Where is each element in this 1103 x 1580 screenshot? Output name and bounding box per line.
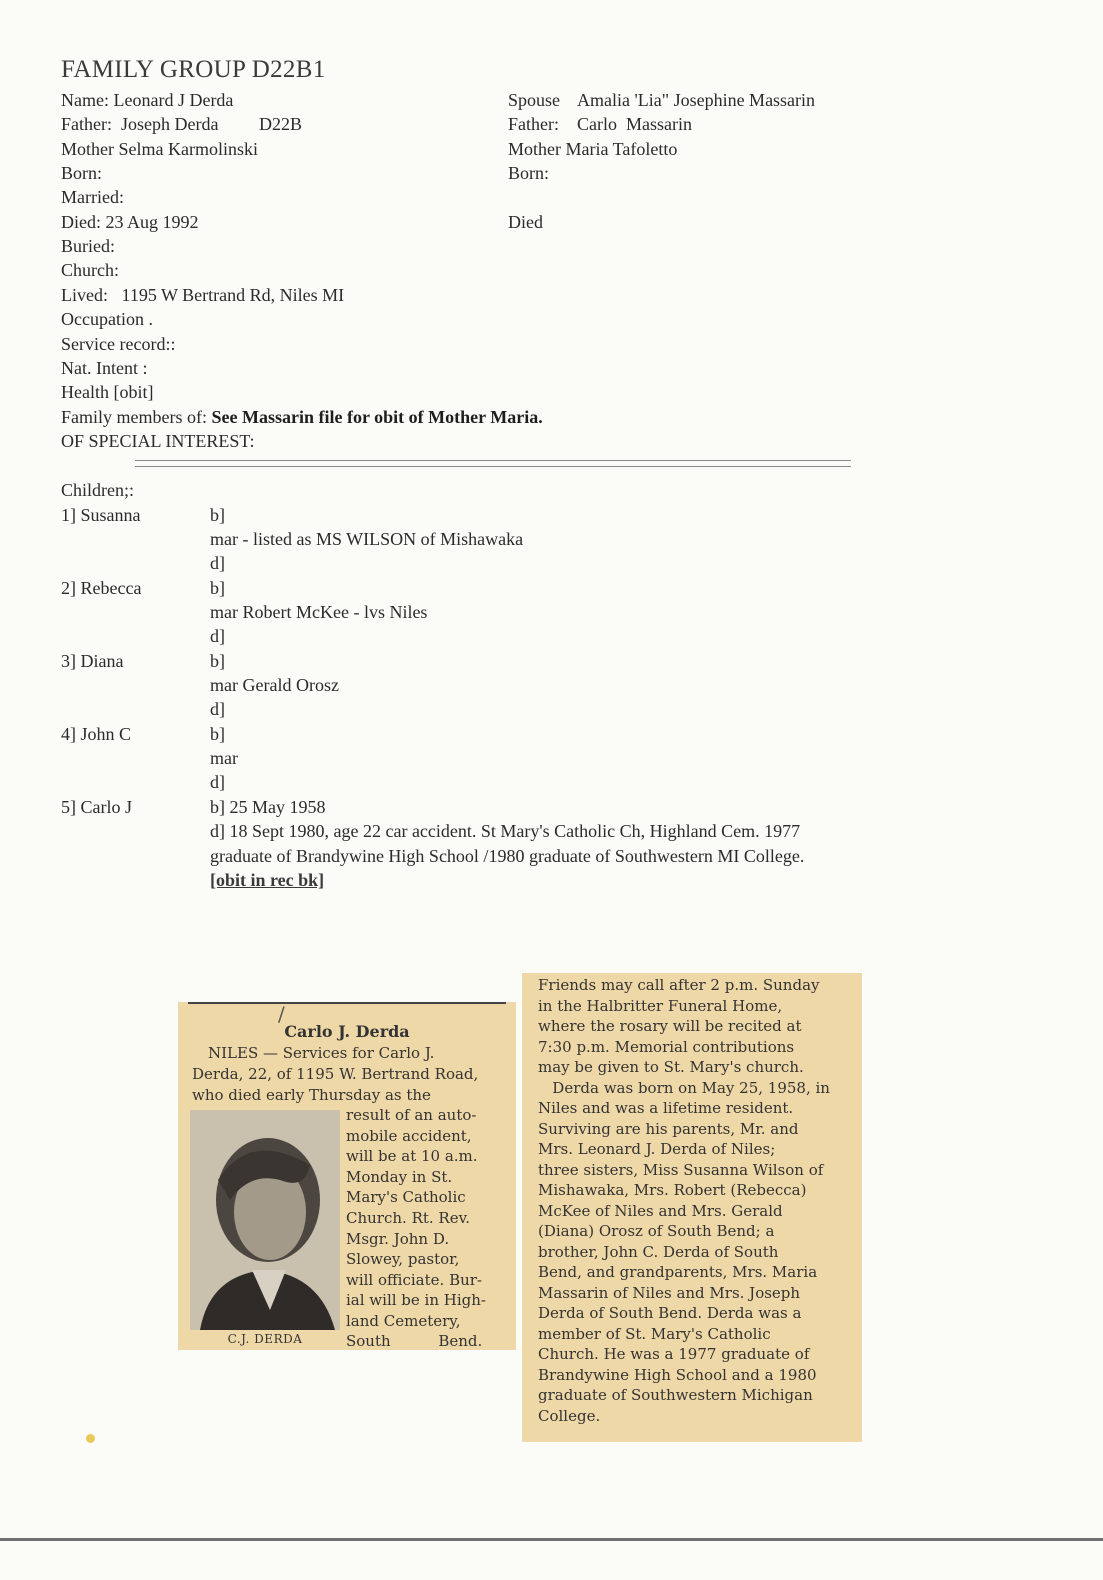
clipping-text-line: will officiate. Bur- (346, 1271, 482, 1289)
clipping-text-line: Massarin of Niles and Mrs. Joseph (538, 1284, 801, 1302)
clipping-text-line: graduate of Southwestern Michigan (538, 1386, 813, 1404)
field-father: Father: Joseph Derda D22B (61, 114, 302, 134)
clipping-text-line: (Diana) Orosz of South Bend; a (538, 1222, 775, 1240)
child-died: d] 18 Sept 1980, age 22 car accident. St Mary's Catholic Ch, Highland Cem. 1977 (210, 821, 801, 841)
clipping-text-line: Mary's Catholic (346, 1188, 466, 1206)
clipping-text-line: Derda was born on May 25, 1958, in (538, 1079, 830, 1097)
clipping-text-line: Derda, 22, of 1195 W. Bertrand Road, (192, 1065, 479, 1083)
field-health: Health [obit] (61, 382, 154, 402)
spouse-died: Died (508, 212, 543, 232)
clipping-text-line: in the Halbritter Funeral Home, (538, 997, 783, 1015)
child-born: b] (210, 651, 225, 671)
special-interest-heading: OF SPECIAL INTEREST: (61, 431, 255, 451)
child-name: 4] John C (61, 724, 132, 744)
child-married: mar Gerald Orosz (210, 675, 339, 695)
field-family-members (61, 405, 543, 429)
field-buried: Buried: (61, 236, 115, 256)
portrait-photo (190, 1110, 340, 1330)
child-died: d] (210, 626, 225, 646)
clipping-text-line: Slowey, pastor, (346, 1250, 460, 1268)
photo-caption: C.J. DERDA (227, 1332, 303, 1346)
clipping-text-line: will be at 10 a.m. (346, 1147, 478, 1165)
child-died: d] (210, 772, 225, 792)
clipping-text-line: McKee of Niles and Mrs. Gerald (538, 1202, 783, 1220)
clipping-text-line: 7:30 p.m. Memorial contributions (538, 1038, 795, 1056)
child-married: mar - listed as MS WILSON of Mishawaka (210, 529, 524, 549)
clipping-text-line: Msgr. John D. (346, 1230, 450, 1248)
child-born: b] (210, 505, 225, 525)
clipping-text-line: mobile accident, (346, 1127, 472, 1145)
child-born: b] 25 May 1958 (210, 797, 326, 817)
obit-reference: [obit in rec bk] (210, 870, 325, 890)
field-married: Married: (61, 187, 124, 207)
section-divider (135, 460, 851, 467)
clipping-text-line: who died early Thursday as the (192, 1086, 431, 1104)
child-born: b] (210, 724, 225, 744)
clipping-text-line: Church. He was a 1977 graduate of (538, 1345, 810, 1363)
clipping-text-line: Monday in St. (346, 1168, 453, 1186)
child-name: 5] Carlo J (61, 797, 132, 817)
clipping-text-line: Niles and was a lifetime resident. (538, 1099, 794, 1117)
clipping-text-line: three sisters, Miss Susanna Wilson of (538, 1161, 824, 1179)
field-nat-intent: Nat. Intent : (61, 358, 148, 378)
field-church: Church: (61, 260, 119, 280)
clipping-text-line: Mrs. Leonard J. Derda of Niles; (538, 1140, 776, 1158)
clipping-text-line: may be given to St. Mary's church. (538, 1058, 804, 1076)
child-name: 3] Diana (61, 651, 124, 671)
clipping-text-line: College. (538, 1407, 601, 1425)
field-service-record: Service record:: (61, 334, 176, 354)
child-name: 1] Susanna (61, 505, 141, 525)
clipping-text-line: Derda of South Bend. Derda was a (538, 1304, 802, 1322)
page-title: FAMILY GROUP D22B1 (61, 56, 326, 83)
newspaper-clipping-continued (522, 973, 862, 1442)
family-members-label: Family members of: (61, 407, 212, 427)
stray-mark (86, 1434, 95, 1443)
child-name: 2] Rebecca (61, 578, 142, 598)
spouse-mother: Mother Maria Tafoletto (508, 139, 678, 159)
spouse-born: Born: (508, 163, 550, 183)
children-heading: Children;: (61, 480, 134, 500)
clipping-text-line: brother, John C. Derda of South (538, 1243, 779, 1261)
clipping-text-line: where the rosary will be recited at (538, 1017, 802, 1035)
clipping-text-line: Mishawaka, Mrs. Robert (Rebecca) (538, 1181, 807, 1199)
newspaper-clipping-obituary (178, 1002, 516, 1350)
field-name: Name: Leonard J Derda (61, 90, 234, 110)
spouse-father: Father: Carlo Massarin (508, 114, 692, 134)
child-born: b] (210, 578, 225, 598)
clipping-text-line: Brandywine High School and a 1980 (538, 1366, 817, 1384)
clipping-text-line: result of an auto- (346, 1106, 477, 1124)
family-members-note: See Massarin file for obit of Mother Maria. (211, 407, 543, 427)
scan-edge-line (0, 1538, 1103, 1541)
clipping-text-line: NILES — Services for Carlo J. (208, 1044, 435, 1062)
clipping-rule (188, 1002, 506, 1004)
child-died-continued: graduate of Brandywine High School /1980 graduate of Southwestern MI College. (210, 846, 805, 866)
field-born: Born: (61, 163, 103, 183)
child-died: d] (210, 699, 225, 719)
clipping-headline: Carlo J. Derda (284, 1022, 410, 1041)
clipping-text-line: Friends may call after 2 p.m. Sunday (538, 976, 820, 994)
pencil-mark-icon: / (278, 1002, 285, 1026)
clipping-text-line: Church. Rt. Rev. (346, 1209, 471, 1227)
field-occupation: Occupation . (61, 309, 153, 329)
clipping-text-line: ial will be in High- (346, 1291, 486, 1309)
clipping-text-line: South Bend. (346, 1332, 483, 1350)
portrait-illustration (190, 1110, 340, 1330)
child-died: d] (210, 553, 225, 573)
spouse-name: Spouse Amalia 'Lia" Josephine Massarin (508, 90, 816, 110)
clipping-text-line: land Cemetery, (346, 1312, 461, 1330)
field-lived: Lived: 1195 W Bertrand Rd, Niles MI (61, 285, 345, 305)
clipping-text-line: member of St. Mary's Catholic (538, 1325, 771, 1343)
child-married: mar Robert McKee - lvs Niles (210, 602, 428, 622)
field-mother: Mother Selma Karmolinski (61, 139, 258, 159)
child-married: mar (210, 748, 238, 768)
clipping-text-line: Surviving are his parents, Mr. and (538, 1120, 799, 1138)
clipping-text-line: Bend, and grandparents, Mrs. Maria (538, 1263, 818, 1281)
field-died: Died: 23 Aug 1992 (61, 212, 199, 232)
